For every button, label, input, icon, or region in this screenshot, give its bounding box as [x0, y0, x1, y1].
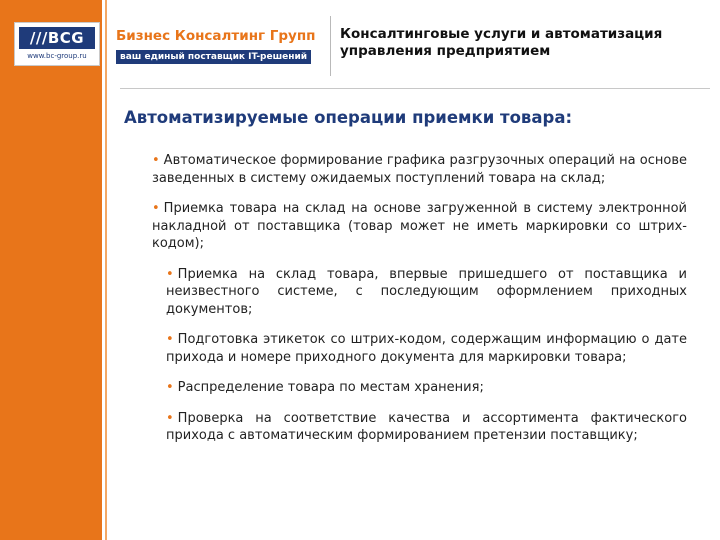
list-item: [166, 331, 687, 366]
bullet-text: Приемка товара на склад на основе загруженной в систему электронной накладной от поставщика (товар может не иметь маркировки со штрих-кодом);: [152, 201, 687, 251]
logo-url: www.bc-group.ru: [27, 52, 87, 60]
list-item: [152, 200, 687, 253]
logo-mark: ///BCG: [19, 27, 95, 49]
bullet-dot-icon: •: [152, 201, 160, 216]
list-item: [152, 152, 687, 187]
bullet-list: [152, 152, 687, 458]
bullet-text: Приемка на склад товара, впервые пришедшего от поставщика и неизвестного системе, с последующим оформлением приходных документов;: [166, 266, 687, 317]
header-rule: [120, 88, 710, 89]
list-item: [166, 379, 687, 397]
bullet-dot-icon: •: [166, 332, 174, 347]
company-logo: [14, 22, 100, 66]
bullet-dot-icon: •: [166, 380, 174, 395]
bullet-text: Проверка на соответствие качества и ассортимента фактического прихода с автоматическим формированием претензии поставщику;: [166, 410, 687, 443]
bullet-text: Автоматическое формирование графика разгрузочных операций на основе заведенных в систему ожидаемых поступлений товара на склад;: [152, 153, 687, 186]
header-title: Консалтинговые услуги и автоматизация управления предприятием: [340, 26, 663, 59]
side-accent-bar: [0, 0, 102, 540]
bullet-text: Распределение товара по местам хранения;: [177, 380, 484, 395]
bullet-dot-icon: •: [166, 266, 174, 282]
list-item: [166, 410, 687, 445]
header-divider: [330, 16, 331, 76]
slide-title: Автоматизируемые операции приемки товара:: [124, 108, 573, 127]
bullet-text: Подготовка этикеток со штрих-кодом, содержащим информацию о дате прихода и номере приходного документа для маркировки товара;: [166, 332, 687, 365]
brand-block: [116, 28, 316, 64]
bullet-dot-icon: •: [152, 153, 160, 168]
list-item: [166, 266, 687, 319]
brand-tagline: ваш единый поставщик IT-решений: [116, 50, 311, 64]
bullet-dot-icon: •: [166, 410, 174, 426]
side-divider-light: [105, 0, 107, 540]
brand-name: Бизнес Консалтинг Групп: [116, 28, 316, 44]
